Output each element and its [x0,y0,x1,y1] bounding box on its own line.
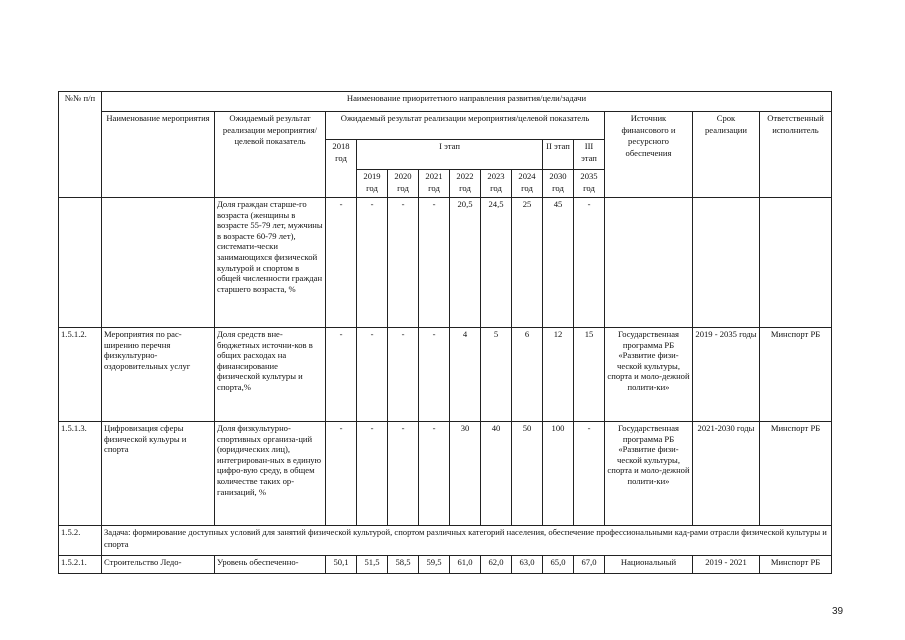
header-year: 2021 год [419,170,450,198]
header-year: 2035 год [574,170,605,198]
row-term: 2019 - 2035 годы [693,328,760,422]
row-value: 50,1 [326,556,357,574]
header-year: 2019 год [357,170,388,198]
header-year: 2024 год [512,170,543,198]
row-value: 6 [512,328,543,422]
row-value: 63,0 [512,556,543,574]
header-event-name: Наименование мероприятия [102,112,215,198]
header-stage-2: II этап [543,140,574,170]
row-value: - [326,422,357,526]
task-num: 1.5.2. [59,526,102,556]
row-event: Строительство Ледо- [102,556,215,574]
row-source: Национальный [605,556,693,574]
row-num: 1.5.2.1. [59,556,102,574]
row-value: 51,5 [357,556,388,574]
row-value: - [574,422,605,526]
row-value: 30 [450,422,481,526]
row-event: Цифровизация сферы физической кульуры и спорта [102,422,215,526]
row-value: 67,0 [574,556,605,574]
header-year: 2020 год [388,170,419,198]
header-year: 2023 год [481,170,512,198]
header-main: Наименование приоритетного направления развития/цели/задачи [102,92,832,112]
row-value: 61,0 [450,556,481,574]
row-indicator: Доля физкультурно-спортивных организа-ций (юридических лиц), интегрирован-ных в единую цифро-вую среду, в общем количестве таких ор-ганизаций, % [215,422,326,526]
header-year: 2022 год [450,170,481,198]
row-executor [760,198,832,328]
row-indicator: Доля средств вне-бюджетных источни-ков в общих расходах на финансирование физической культуры и спорта,% [215,328,326,422]
row-value: 58,5 [388,556,419,574]
row-value: 12 [543,328,574,422]
row-value: - [326,198,357,328]
row-value: 100 [543,422,574,526]
table-row [59,556,832,574]
task-text: Задача: формирование доступных условий для занятий физической культурой, спортом различных категорий населения, обеспечение профессиональными кад-рами отрасли физической культуры и спорта [102,526,832,556]
row-executor: Минспорт РБ [760,328,832,422]
row-num [59,198,102,328]
row-value: 15 [574,328,605,422]
row-value: 62,0 [481,556,512,574]
row-value: - [419,328,450,422]
header-term: Срок реализации [693,112,760,198]
table-row [59,198,832,328]
header-executor: Ответственный исполнитель [760,112,832,198]
plan-table [58,91,832,574]
row-source [605,198,693,328]
table-row [59,422,832,526]
row-value: - [357,422,388,526]
row-source: Государственная программа РБ «Развитие физи-ческой культуры, спорта и моло-дежной полити-ки» [605,328,693,422]
row-event [102,198,215,328]
row-value: - [388,198,419,328]
row-value: - [388,328,419,422]
row-value: - [326,328,357,422]
row-value: - [574,198,605,328]
row-value: 25 [512,198,543,328]
row-indicator: Доля граждан старше-го возраста (женщины в возрасте 55-79 лет, мужчины в возрасте 60-79 лет), системати-чески занимающихся физической культурой и спортом в общей численности граждан старшего возраста, % [215,198,326,328]
header-source: Источник финансового и ресурсного обеспечения [605,112,693,198]
header-expected-result: Ожидаемый результат реализации мероприятия/целевой показатель [215,112,326,198]
row-value: 4 [450,328,481,422]
row-value: 40 [481,422,512,526]
row-event: Мероприятия по рас-ширению перечня физкультурно-оздоровительных услуг [102,328,215,422]
row-value: - [388,422,419,526]
row-executor: Минспорт РБ [760,422,832,526]
row-executor: Минспорт РБ [760,556,832,574]
row-value: - [357,328,388,422]
row-value: 65,0 [543,556,574,574]
header-year: 2030 год [543,170,574,198]
table-row [59,328,832,422]
row-value: 24,5 [481,198,512,328]
row-term: 2019 - 2021 [693,556,760,574]
header-num: №№ п/п [59,92,102,198]
row-value: - [419,198,450,328]
row-source: Государственная программа РБ «Развитие физи-ческой культуры, спорта и моло-дежной полити-ки» [605,422,693,526]
row-num: 1.5.1.2. [59,328,102,422]
row-value: 20,5 [450,198,481,328]
row-term: 2021-2030 годы [693,422,760,526]
header-year-2018: 2018 год [326,140,357,198]
row-term [693,198,760,328]
header-stage-3: III этап [574,140,605,170]
row-value: 50 [512,422,543,526]
row-indicator: Уровень обеспеченно- [215,556,326,574]
row-value: 59,5 [419,556,450,574]
page-number: 39 [832,606,844,617]
row-value: 5 [481,328,512,422]
task-row [59,526,832,556]
row-value: - [419,422,450,526]
row-value: - [357,198,388,328]
header-stage-1: I этап [357,140,543,170]
row-value: 45 [543,198,574,328]
row-num: 1.5.1.3. [59,422,102,526]
header-expected-values: Ожидаемый результат реализации мероприятия/целевой показатель [326,112,605,140]
